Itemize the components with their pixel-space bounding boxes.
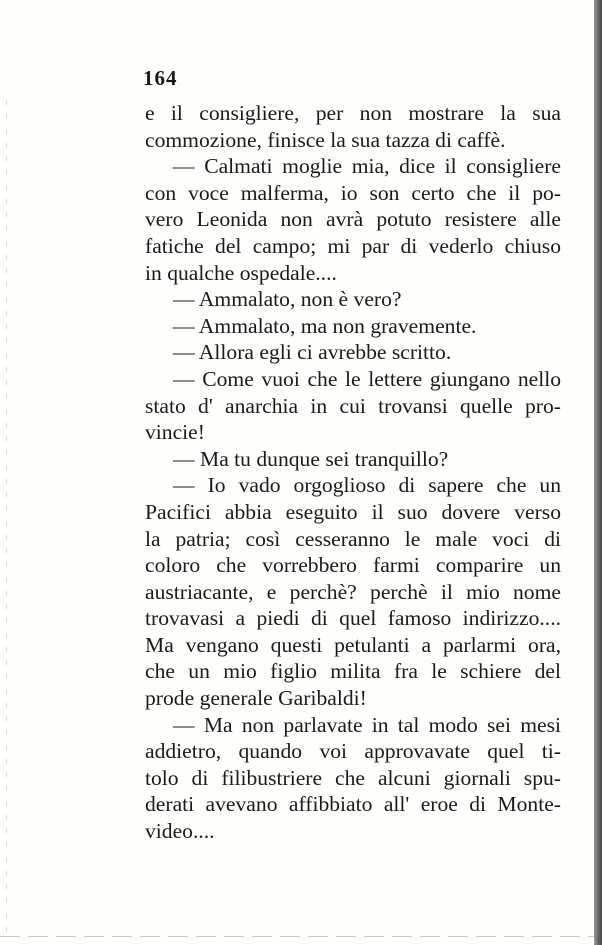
text-line: addietro, quando voi approvavate quel ti- [145,739,561,764]
page-left-edge [6,100,7,940]
text-line: — Allora egli ci avrebbe scritto. [173,340,452,365]
text-line: in qualche ospedale.... [145,260,337,285]
page-binding-edge [594,0,602,945]
text-line: commozione, finisce la sua tazza di caffè. [145,127,506,152]
text-line: con voce malferma, io son certo che il po- [145,180,561,205]
text-line: la patria; così cesseranno le male voci di [145,526,561,551]
text-line: video.... [145,819,215,844]
text-line: — Io vado orgoglioso di sapere che un [173,473,561,498]
text-line: — Calmati moglie mia, dice il consigliere [173,154,561,179]
text-line: austriacante, e perchè? perchè il mio nome [145,579,561,604]
text-line: tolo di filibustriere che alcuni giornali spu- [145,765,561,790]
text-line: fatiche del campo; mi par di vederlo chiuso [145,233,561,258]
text-line: e il consigliere, per non mostrare la sua [145,101,561,125]
text-line: prode generale Garibaldi! [145,686,367,711]
text-line: trovavasi a piedi di quel famoso indirizzo.... [145,606,561,631]
body-text [145,100,561,845]
text-line: — Ammalato, non è vero? [173,287,402,312]
text-line: — Ma non parlavate in tal modo sei mesi [173,712,561,737]
text-line: Pacifici abbia eseguito il suo dovere verso [145,499,561,524]
text-line: stato d' anarchia in cui trovansi quelle pro- [145,393,561,418]
text-line: — Ma tu dunque sei tranquillo? [173,446,449,471]
text-line: — Ammalato, ma non gravemente. [173,313,477,338]
text-line: che un mio figlio milita fra le schiere del [145,659,561,684]
text-line: — Come vuoi che le lettere giungano nello [173,366,561,391]
text-line: coloro che vorrebbero farmi comparire un [145,553,561,578]
text-line: vincie! [145,420,205,445]
text-line: derati avevano affibbiato all' eroe di Monte- [145,792,561,817]
page-bottom-edge [0,936,594,937]
page-number: 164 [143,66,178,90]
text-line: Ma vengano questi petulanti a parlarmi ora, [145,632,561,657]
text-line: vero Leonida non avrà potuto resistere alle [145,207,561,232]
